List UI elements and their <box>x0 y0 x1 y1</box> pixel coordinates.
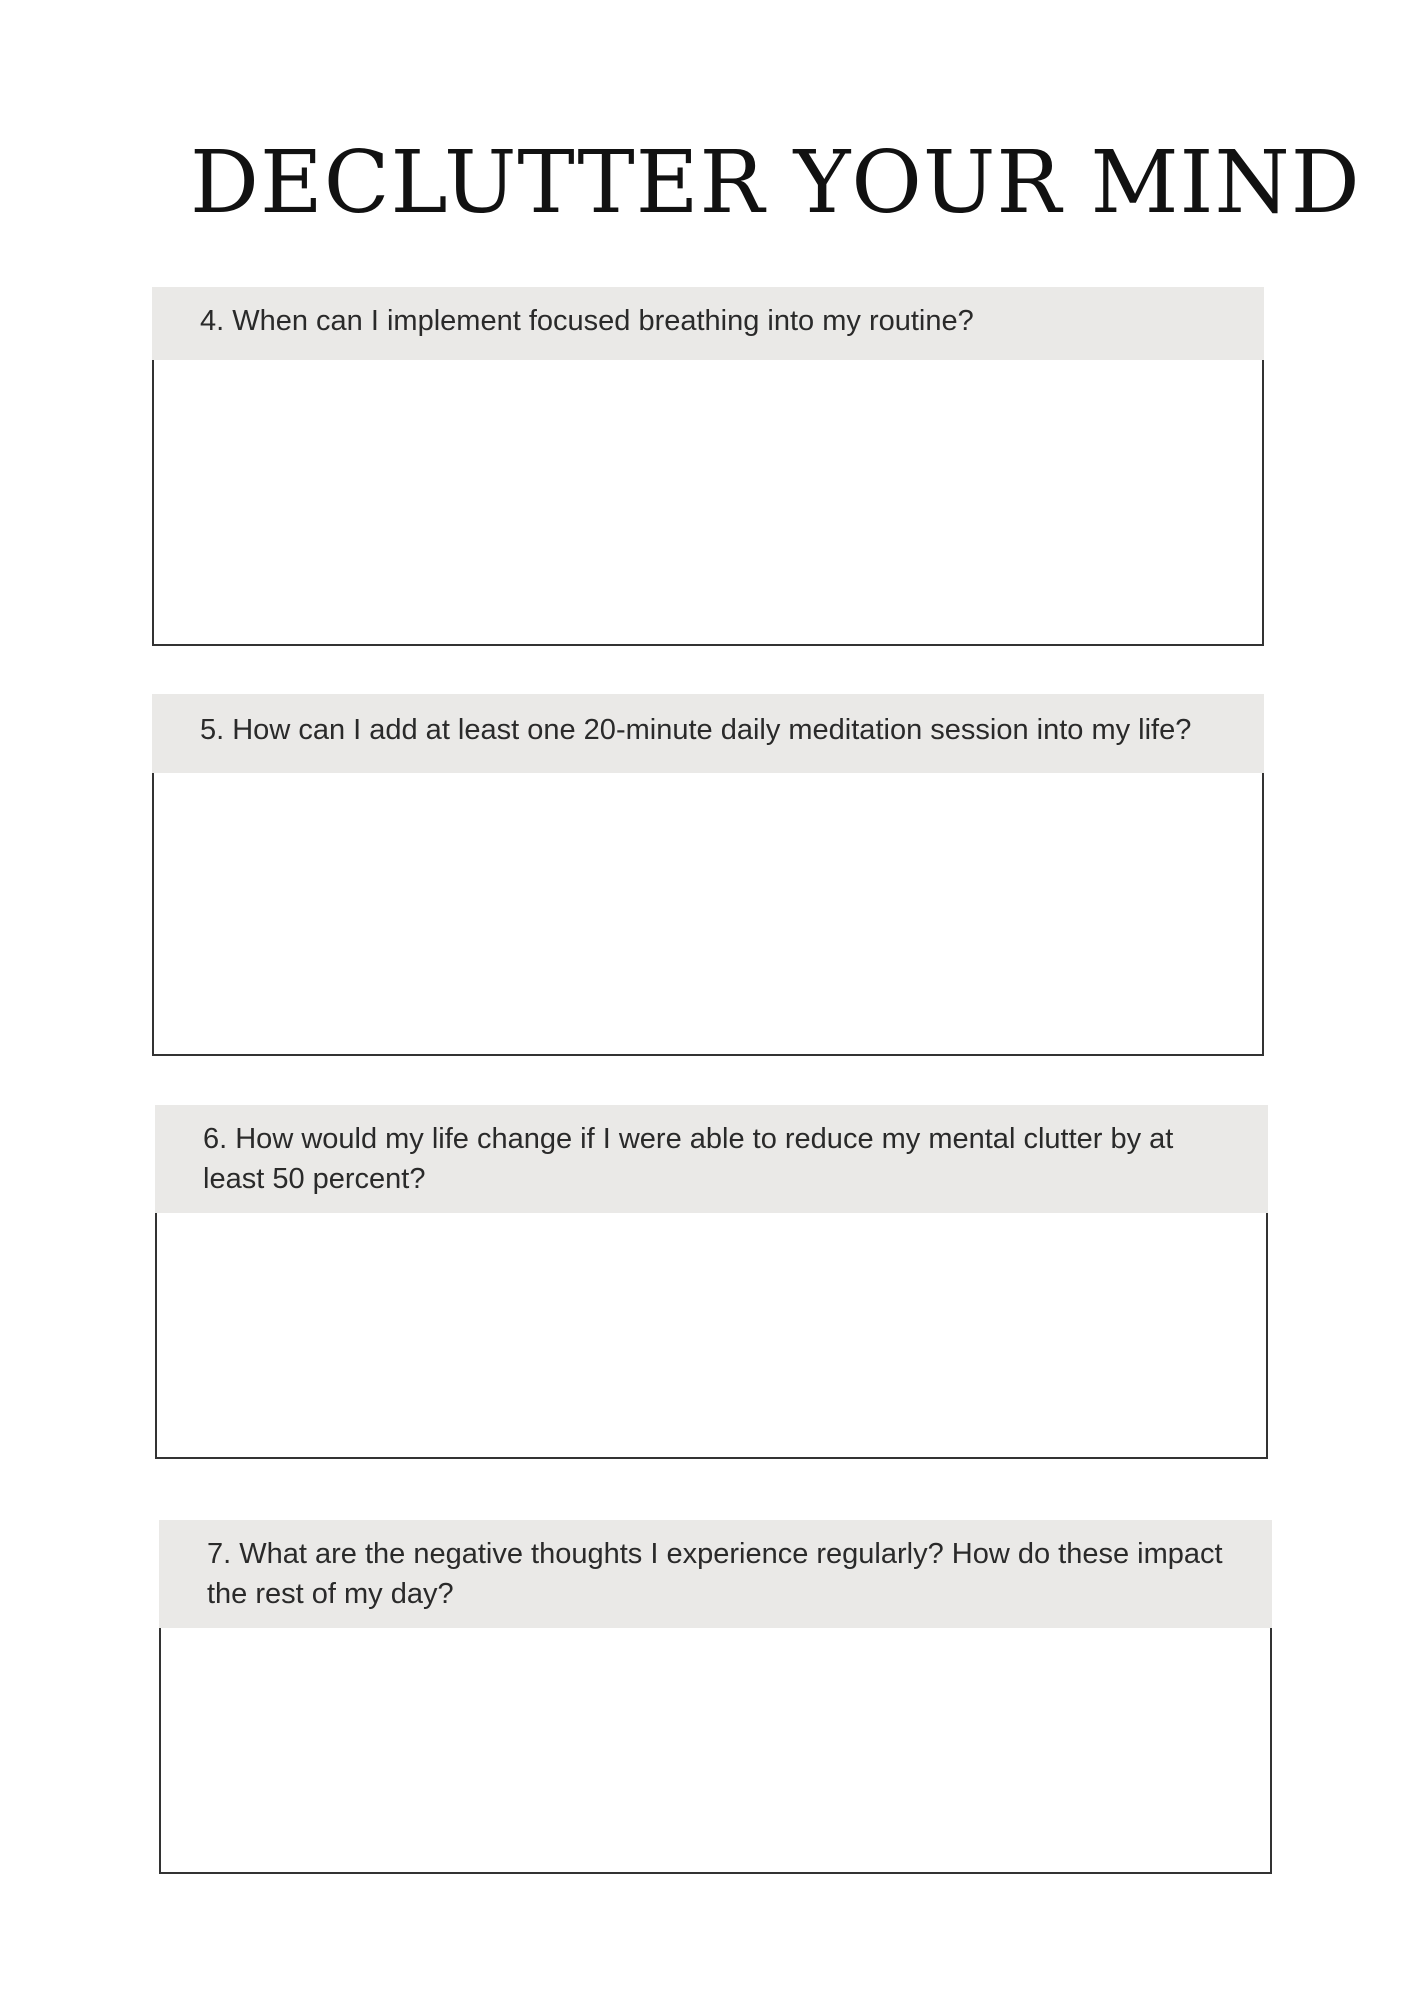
question-text: 7. What are the negative thoughts I experience regularly? How do these impact the rest of my day? <box>207 1538 1223 1610</box>
answer-box[interactable] <box>152 360 1264 646</box>
answer-box[interactable] <box>152 773 1264 1056</box>
question-header <box>159 1520 1272 1628</box>
question-block-6 <box>155 1105 1268 1459</box>
question-block-4 <box>152 287 1264 646</box>
question-block-7 <box>159 1520 1272 1874</box>
question-text: 6. How would my life change if I were able to reduce my mental clutter by at least 50 percent? <box>203 1123 1174 1195</box>
question-text: 5. How can I add at least one 20-minute daily meditation session into my life? <box>200 714 1192 746</box>
answer-box[interactable] <box>155 1213 1268 1459</box>
question-text: 4. When can I implement focused breathing into my routine? <box>200 305 974 337</box>
question-block-5 <box>152 694 1264 1056</box>
question-header <box>152 694 1264 773</box>
question-header <box>155 1105 1268 1213</box>
question-header <box>152 287 1264 360</box>
page-title: DECLUTTER YOUR MIND <box>190 133 1361 233</box>
answer-box[interactable] <box>159 1628 1272 1874</box>
